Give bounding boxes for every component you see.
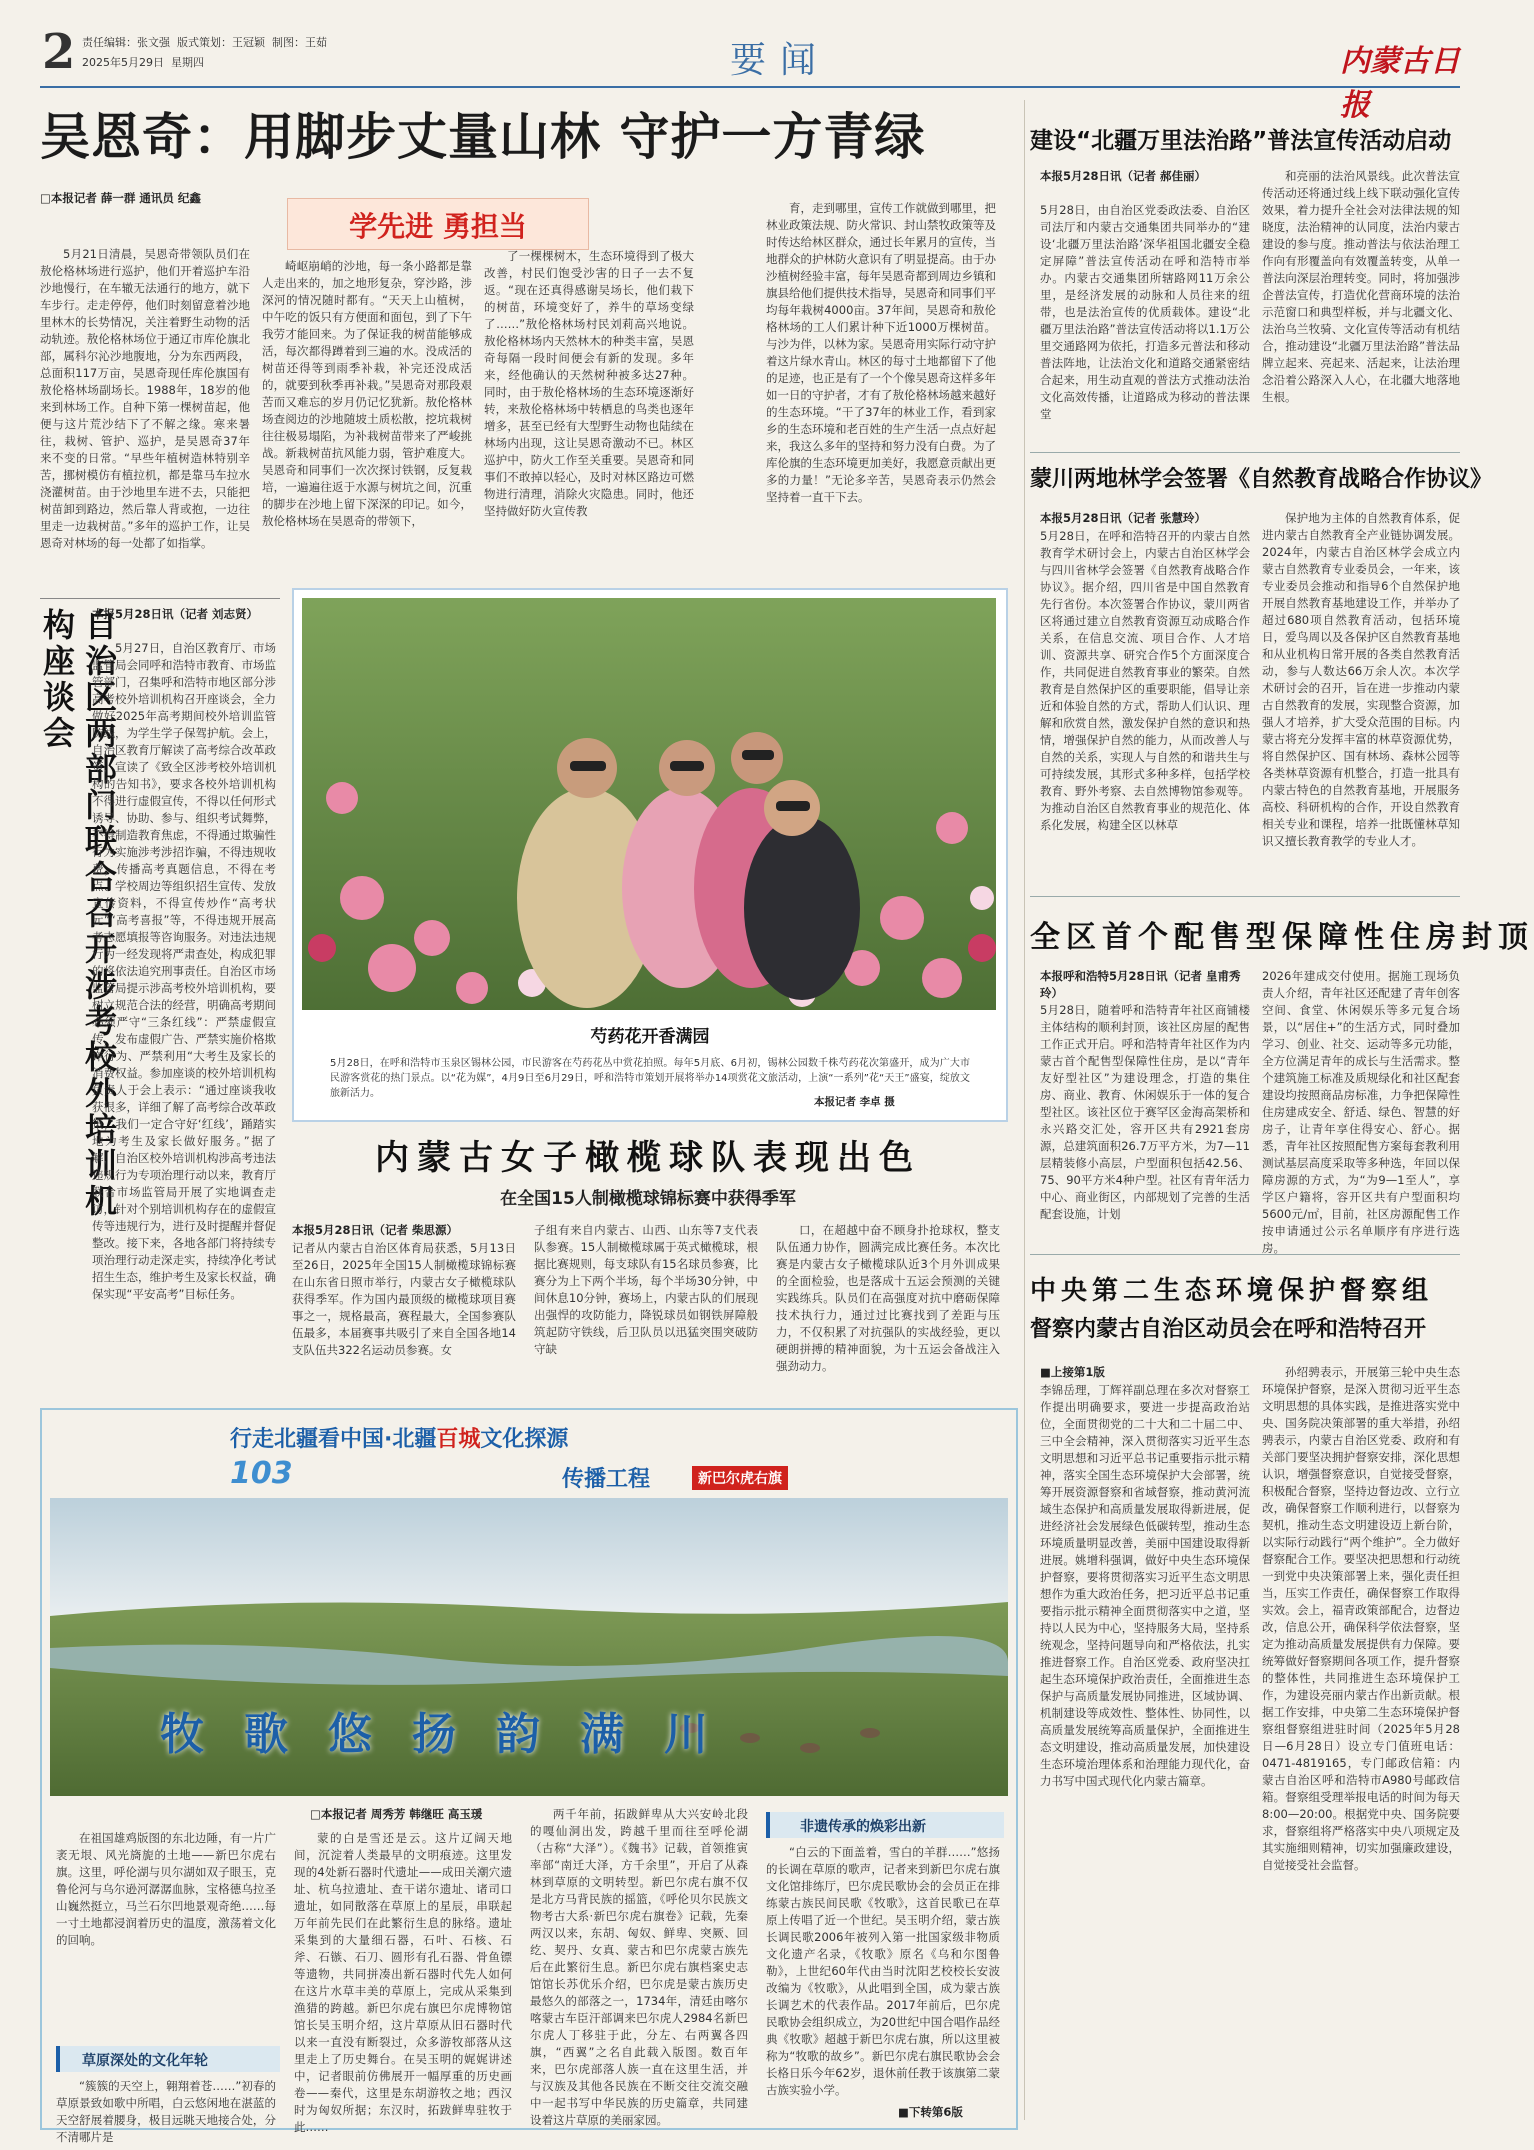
peony-photo bbox=[302, 598, 996, 1010]
law-lead-in: 本报5月28日讯（记者 郝佳丽） bbox=[1040, 169, 1207, 183]
rugby-subtitle: 在全国15人制橄榄球锦标赛中获得季军 bbox=[500, 1189, 796, 1209]
photo-caption: 5月28日，在呼和浩特市玉泉区锡林公园，市民游客在芍药花丛中赏花拍照。每年5月底、6月初，锡林公园数千株芍药花次第盛开，成为广大市民游客赏花的热门景点。以“花为媒”，4月9日至6月29日，呼和浩特市策划开展将举办14项赏花文旅活动，上演“一系列”花“天王”盛宴，绽放文旅新活力。 bbox=[330, 1058, 970, 1099]
grassland-photo bbox=[50, 1498, 1008, 1796]
banner-line-1 bbox=[230, 1422, 568, 1453]
banner-title: 牧歌悠扬韵满川 bbox=[160, 1709, 748, 1760]
banner-prefix: 行走北疆看中国·北疆 bbox=[230, 1427, 437, 1452]
inspect-col2: 孙绍骋表示，开展第三轮中央生态环境保护督察，是深入贯彻习近平生态文明思想的具体实践，是推进落实党中央、国务院决策部署的重大举措，孙绍骋表示，内蒙古自治区党委、政府和有关部门要坚决拥护督察安排，深化思想认识，增强督察意识，自觉接受督察，积极配合督察，坚持边督边改、立行立改，确保督察工作顺利进行，以督察为契机，推动生态文明建设迈上新台阶，以实际行动践行“两个维护”。全力做好督察配合工作。要坚决把思想和行动统一到党中央决策部署上来，强化责任担当，压实工作责任，确保督察工作取得实效。会上，福青政策部配合，边督边改，信息公开，确保科学依法督察，坚定为推动高质量发展提供有力保障。要统筹做好督察期间各项工作，提升督察的整体性，共同推进生态环境保护工作，为建设亮丽内蒙古作出新贡献。根据工作安排，中央第二生态环境保护督察组督察组进驻时间（2025年5月28日—6月28日）设立专门值班电话：0471-4819165，专门邮政信箱：内蒙古自治区呼和浩特市A980号邮政信箱。督察组受理举报电话的时间为每天8:00—20:00。根据党中央、国务院要求，督察组将严格落实中央八项规定及其实施细则精神，切实加强廉政建设，自觉接受社会监督。 bbox=[1262, 1365, 1460, 1872]
banner-suffix: 文化探源 bbox=[480, 1427, 569, 1452]
rugby-lead-in: 本报5月28日讯（记者 柴思源） bbox=[292, 1223, 459, 1237]
lead-title: 吴恩奇：用脚步丈量山林 守护一方青绿 bbox=[40, 108, 926, 166]
housing-col1: 5月28日，随着呼和浩特青年社区商铺楼主体结构的顺利封顶，该社区房屋的配售工作正式开启。呼和浩特青年社区作为内蒙古首个配售型保障性住房，是以“青年友好型社区”为建设理念，打造的集住房、商业、教育、休闲娱乐于一体的复合型社区。该社区位于赛罕区金海高架桥和永兴路交汇处，容开区共有2921套房源，总建筑面积26.7万平方米，为7—11层精装修小高层，户型面积包括42.56、75、90平方米4种户型。社区有青年活力中心、商业街区，内部规划了完善的生活配套设施，计划 bbox=[1040, 1003, 1250, 1221]
training-lead-in: 本报5月28日讯（记者 刘志贤） bbox=[92, 607, 259, 621]
kicker-badge bbox=[287, 198, 589, 250]
lead-col3: 了一棵棵树木，生态环境得到了极大改善，村民们饱受沙害的日子一去不复返。“现在还真得感谢吴场长，他们栽下的树苗，环境变好了，养牛的草场变绿了……”敖伦格林场村民刘莉高兴地说。敖伦格林场内天然林木的种类丰富，吴恩奇每隔一段时间便会有新的发现。多年来，经他确认的天然树种被多达27种。同时，由于敖伦格林场的生态环境逐渐好转，来敖伦格林场中转栖息的鸟类也逐年增多，甚至已经有大型野生动物也陆续在林场内出现，这让吴恩奇激动不已。林区巡护中，防火工作至关重要。吴恩奇和同事们不敢掉以轻心，及时对林区路边可燃物进行清理，消除火灾隐患。同时，他还坚持做好防火宣传教 bbox=[484, 249, 694, 518]
banner-number: 103 bbox=[230, 1456, 293, 1491]
culture-col4: “白云的下面盖着，雪白的羊群……”悠扬的长调在草原的歌声，记者来到新巴尔虎右旗文化馆排练厅，巴尔虎民歌协会的会员正在排练蒙古族民间民歌《牧歌》，这首民歌已在草原上传唱了近一个世纪。吴玉明介绍，蒙古族长调民歌2006年被列入第一批国家级非物质文化遗产名录，《牧歌》原名《乌和尔图鲁勒》，上世纪60年代由当时沈阳艺校校长安波改编为《牧歌》，从此唱到全国，成为蒙古族长调艺术的代表作品。2017年前后，巴尔虎民歌协会组织成立，为20世纪中国合唱作品经典《牧歌》超越于新巴尔虎右旗，所以这里被称为“牧歌的故乡”。新巴尔虎右旗民歌协会会长格日乐今年62岁，退休前任教于该旗第二蒙古族实验小学。 bbox=[766, 1845, 1000, 2097]
kicker-text: 学先进 勇担当 bbox=[349, 210, 527, 243]
continue-mark: ■下转第6版 bbox=[898, 2105, 963, 2119]
masthead bbox=[40, 24, 1460, 123]
lead-col2: 崎岖崩峭的沙地，每一条小路都是靠人走出来的，加之地形复杂，穿沙路，涉深河的情况随时都有。“天天上山植树，中午吃的饭只有方便面和面包，到了下午我劳才能回来。为了保证我的树苗能够成活，每次都得蹲着到三遍的水。没成活的树苗还得等到雨季补栽，补完还没成活的，就要到秋季再补栽。”吴恩奇对那段艰苦而又难忘的岁月仍记忆犹新。敖伦格林场查阅边的沙地随坡土质松散，挖坑栽树往往极易塌陷，为补栽树苗带来了严峻挑战。新栽树苗抗风能力弱，管护难度大。吴恩奇和同事们一次次探讨铁钢，反复栽培，一遍遍往返于水源与树坑之间，沉重的脚步在沙地上留下深深的印记。如今，敖伦格林场在吴恩奇的带领下， bbox=[262, 259, 472, 528]
edu-col2: 保护地为主体的自然教育体系，促进内蒙古自然教育全产业链协调发展。2024年，内蒙古自治区林学会成立内蒙古自然教育专业委员会，一年来，该专业委员会推动和指导6个自然保护地开展自然教育基地建设工作，并举办了超过680项自然教育活动，包括环境日，爱鸟周以及各保护区自然教育基地和从业机构日常开展的各类自然教育活动，参与人数达66万余人次。本次学术研讨会的召开，旨在进一步推动内蒙古自然教育的发展，实现整合资源，加强人才培养，扩大受众范围的目标。内蒙古将充分发挥丰富的林草资源优势，将自然保护区、国有林场、森林公园等各类林草资源有机整合，打造一批具有内蒙古特色的自然教育基地，开展服务高校、科研机构的合作，开设自然教育相关专业和课程，培养一批既懂林草知识又擅长教育教学的专业人才。 bbox=[1262, 511, 1460, 848]
date-text: 2025年5月29日 bbox=[82, 56, 164, 69]
culture-subhead-2 bbox=[766, 1812, 1004, 1838]
inspect-col1: 李锦岳理，丁辉祥副总理在多次对督察工作提出明确要求，要进一步提高政治站位，全面贯彻党的二十大和二十届二中、三中全会精神，深入贯彻落实习近平生态文明思想和习近平总书记重要指示批示精神，落实全国生态环境保护大会部署，统筹开展资源督察和省域督察，推动黄河流域生态保护和高质量发展取得新进展，促进经济社会发展绿色低碳转型，推动生态环境质量明显改善，美丽中国建设取得新进展。姚增科强调，做好中央生态环境保护督察，要将贯彻落实习近平生态文明思想作为重大政治任务，把习近平总书记重要指示批示精神全面贯彻落实中之道，坚持以人民为中心，坚持服务大局，坚持系统观念，坚持问题导向和严格依法，扎实推进督察工作。自治区党委、政府坚决扛起生态环境保护政治责任，全面推进生态保护与高质量发展协同推进，区域协调、机制建设等成效性、整体性、协同性，以高质量发展统筹高质量保护，全面推进生态文明建设，推动高质量发展，加快建设生态环境治理体系和治理能力现代化，奋力书写中国式现代化内蒙古篇章。 bbox=[1040, 1383, 1250, 1788]
lead-col4: 育，走到哪里，宣传工作就做到哪里，把林业政策法规、防火常识、封山禁牧政策等及时传达给林区群众，通过长年累月的宣传，当地群众的护林防火意识有了明显提高。由于办沙植树经验丰富，每年吴恩奇都到周边乡镇和旗县给他们提供技术指导，吴恩奇和同事们平均每年栽树4000亩。37年间，吴恩奇和敖伦格林场的工人们累计种下近1000万棵树苗。与沙为伴，以林为家。吴恩奇用实际行动守护着这片绿水青山。林区的每寸土地都留下了他的足迹，也正是有了一个个像吴恩奇这样多年如一日的守护者，才有了敖伦格林场越来越好的生态环境。“干了37年的林业工作，看到家乡的生态环境和老百姓的生产生活一点点好起来，我这么多年的坚持和努力没有白费。为了库伦旗的生态环境更加美好，我愿意贡献出更多的力量！”无论多辛苦，吴恩奇表示仍然会坚持着一直干下去。 bbox=[766, 201, 996, 504]
training-rule bbox=[40, 598, 280, 599]
culture-byline: □本报记者 周秀芳 韩继旺 高玉瑗 bbox=[310, 1807, 483, 1821]
weekday-text: 星期四 bbox=[171, 56, 204, 69]
editor-credit: 制图：王茹 bbox=[272, 36, 327, 49]
housing-lead-in: 本报呼和浩特5月28日讯（记者 皇甫秀玲） bbox=[1040, 969, 1241, 1000]
culture-banner bbox=[222, 1418, 842, 1496]
issue-date bbox=[82, 54, 204, 70]
editor-credit: 版式策划：王冠颖 bbox=[177, 36, 265, 49]
edu-lead-in: 本报5月28日讯（记者 张慧玲） bbox=[1040, 511, 1207, 525]
training-vertical-title: 自治区两部门联合召开涉考校外培训机构座谈会 bbox=[38, 608, 118, 1220]
edu-rule bbox=[1030, 452, 1460, 453]
rugby-col3: 口，在超越中奋不顾身扑抢球权，整支队伍通力协作，圆满完成比赛任务。本次比赛是内蒙古女子橄榄球队近3个月外训成果的全面检验，也是落成十五运会预测的关键实践练兵。队员们在高强度对抗中磨砺保障技术执行力，通过过比赛找到了差距与压力，不仅积累了对抗强队的实战经验，更以硬朗拼搏的精神面貌，为十五运会备战注入强劲动力。 bbox=[776, 1223, 1000, 1373]
inspect-title-2: 督察内蒙古自治区动员会在呼和浩特召开 bbox=[1030, 1317, 1427, 1342]
banner-sub: 传播工程 bbox=[562, 1467, 651, 1492]
law-title: 建设“北疆万里法治路”普法宣传活动启动 bbox=[1030, 128, 1452, 154]
culture-col1-tail: “簇簇的天空上，翱翔着苍……”初春的草原景致如歌中所唱，白云悠闲地在湛蓝的天空舒展着腰身，极目远眺天地接合处，分不清哪片是 bbox=[56, 2079, 276, 2144]
law-col2: 和亮丽的法治风景线。此次普法宣传活动还将通过线上线下联动强化宣传效果，着力提升全社会对法律法规的知晓度，法治精神的认同度，法治内蒙古建设的参与度。推动普法与依法治理工作向有形覆盖向有效覆盖转变，从单一普法向深层治理转变。同时，将加强涉企普法宣传，打造优化营商环境的法治示范窗口和典型样板，并与北疆文化、法治乌兰牧骑、文化宣传等活动有机结合，推动建设“北疆万里法治路”普法品牌立起来、亮起来、活起来，让法治理念沿着公路深入人心，在北疆大地落地生根。 bbox=[1262, 169, 1460, 404]
rugby-col1: 记者从内蒙古自治区体育局获悉，5月13日至26日，2025年全国15人制橄榄球锦标赛在山东省日照市举行，内蒙古女子橄榄球队获得季军。作为国内最顶级的橄榄球项目赛事之一，规格最高，赛程最大，全国参赛队伍最多，本届赛事共吸引了来自全国各地14支队伍共322名运动员参赛。女 bbox=[292, 1241, 516, 1357]
banner-highlight: 百城 bbox=[436, 1427, 481, 1452]
right-column-rule bbox=[1024, 100, 1025, 2120]
housing-title: 全区首个配售型保障性住房封顶 bbox=[1030, 920, 1534, 955]
editor-credits bbox=[82, 34, 327, 50]
lead-byline: □本报记者 薛一群 通讯员 纪鑫 bbox=[40, 191, 201, 205]
rugby-title: 内蒙古女子橄榄球队表现出色 bbox=[375, 1138, 921, 1178]
section-title: 要闻 bbox=[730, 40, 831, 81]
lead-col1: 5月21日清晨，吴恩奇带领队员们在敖伦格林场进行巡护，他们开着巡护车沿沙地慢行，在车辙无法通行的地方，就下车步行。走走停停，他们时刻留意着沙地里林木的长势情况，关注着野生动物的活动轨迹。敖伦格林场位于通辽市库伦旗北部，属科尔沁沙地腹地，分为东西两段，总面积117万亩，吴恩奇现任库伦旗国有敖伦格林场副场长。1988年，18岁的他来到林场工作。自种下第一棵树苗起，他便与这片荒沙结下了不解之缘。寒来暑往，栽树、管护、巡护，是吴恩奇37年来不变的日常。“早些年植树造林特别辛苦，挪树模仿有植拉机，都是靠马车拉水浇灌树苗。由于沙地里车进不去，只能把树苗卸到路边，然后靠人背或抱，一边往里走一边栽树苗。”多年的巡护工作，让吴恩奇对林场的每一处都了如指掌。 bbox=[40, 247, 250, 550]
page-number: 2 bbox=[42, 24, 76, 80]
inspect-lead-in: ■上接第1版 bbox=[1040, 1365, 1105, 1379]
photo-credit: 本报记者 李卓 摄 bbox=[814, 1096, 895, 1108]
inspect-rule bbox=[1030, 1254, 1460, 1255]
housing-col2: 2026年建成交付使用。据施工现场负责人介绍，青年社区还配建了青年创客空间、食堂、休闲娱乐等多元复合场景，以“居住+”的生活方式，同时叠加学习、创业、社交、运动等多元功能，全方位满足青年的成长与生活需求。整个建筑施工标准及质规绿化和社区配套建设均按照商品房标准，力争把保障性住房建成安全、舒适、绿色、智慧的好房子，让青年享住得安心、舒心。据悉，青年社区按照配售方案每套教利用测试基层高度采取等多种选，年回以保障房源的方式，为“为9—1至人”，享学区户籍将，容开区共有户型面积均5600元/㎡，目前，社区房源配售工作按申请通过公示名单顺序有序进行选房。 bbox=[1262, 969, 1460, 1255]
banner-place: 新巴尔虎右旗 bbox=[692, 1466, 788, 1490]
peony-photo-art bbox=[302, 598, 996, 1010]
law-col1: 5月28日，由自治区党委政法委、自治区司法厅和内蒙古交通集团共同举办的“建设‘北疆万里法治路’深华祖国北疆安全稳定屏障”普法宣传活动在呼和浩特市举办。内蒙古交通集团所辖路网11万余公里，是经济发展的动脉和人员往来的纽带，也是法治宣传的优质载体。建设“北疆万里法治路”普法宣传活动将以1.1万公里交通路网为依托，打造多元普法和移动普法阵地，让法治文化和道路交通紧密结合起来，用生动直观的普法方式推动法治文化高效传播，让道路成为移动的普法课堂 bbox=[1040, 203, 1250, 421]
photo-frame bbox=[292, 588, 1008, 1122]
rugby-col2: 子组有来自内蒙古、山西、山东等7支代表队参赛。15人制橄榄球属于英式橄榄球，根据比赛规则，每支球队有15名球员参赛，比赛分为上下两个半场，每个半场30分钟，中间休息10分钟，赛场上，内蒙古队的们展现出强悍的攻防能力，降锐球员如钢铁屏障般筑起防守铁线，后卫队员以迅猛突围突破防守缺 bbox=[534, 1223, 758, 1356]
culture-subhead-1 bbox=[56, 2046, 280, 2072]
culture-col2: 蒙的白是雪还是云。这片辽阔天地间，沉淀着人类最早的文明痕迹。这里发现的4处新石器时代遗址——成田关潮穴遗址、杭乌拉遗址、查干诺尔遗址、诸司口遗址，如同散落在草原上的星辰，串联起万年前先民们在此繁衍生息的脉络。遗址采集到的大量细石器，石叶、石核、石斧、石镞、石刀、圆形有孔石器、骨鱼镖等遗物，共同拼凑出新石器时代先人如何在这片水草丰美的草原上，完成从采集到渔猎的跨越。新巴尔虎右旗巴尔虎博物馆馆长吴玉明介绍，这片草原从旧石器时代以来一直没有断裂过，众多游牧部落从这里走上了历史舞台。在吴玉明的娓娓讲述中，记者眼前仿佛展开一幅厚重的历史画卷——秦代，这里是东胡游牧之地；西汉时为匈奴所据；东汉时，拓跋鲜卑驻牧于此…… bbox=[294, 1831, 512, 2134]
training-body: 5月27日，自治区教育厅、市场监管局会同呼和浩特市教育、市场监管部门，召集呼和浩特市地区部分涉高考校外培训机构召开座谈会，全力做好2025年高考期间校外培训监管防线，为学生学子保驾护航。会上，自治区教育厅解读了高考综合改革政策，宣读了《致全区涉考校外培训机构的告知书》，要求各校外培训机构不得进行虚假宣传，不得以任何形式诱导、协助、参与、组织考试舞弊，不得制造教育焦虑，不得通过欺骗性行为实施涉考涉招诈骗，不得违规收费，传播高考真题信息，不得在考点、学校周边等组织招生宣传、发放宣传资料，不得宣传炒作“高考状元”“高考喜报”等，不得违规开展高考志愿填报等咨询服务。对违法违规行为一经发现将严肃查处，构成犯罪的将依法追究刑事责任。自治区市场监管局提示涉高考校外培训机构，要树立规范合法的经营，明确高考期间必须严守“三条红线”：严禁虚假宣传，发布虚假广告、严禁实施价格欺诈行为、严禁利用“大考生及家长的消费权益。参加座谈的校外培训机构负责人于会上表示：“通过座谈我收获很多，详细了解了高考综合改革政策，我们一定合守好‘红线’，踊踏实地为考生及家长做好服务。”据了解，自治区校外培训机构涉高考违法违规行为专项治理行动以来，教育厅联合市场监管局开展了实地调查走访，针对个别培训机构存在的虚假宣传等违规行为，进行及时提醒并督促整改。接下来，各地各部门将持续专项治理行动走深走实，持续净化考试招生生态，维护考生及家长权益，确保实现“平安高考”目标任务。 bbox=[92, 641, 276, 1301]
photo-caption-title: 芍药花开香满园 bbox=[590, 1027, 710, 1047]
housing-rule bbox=[1030, 896, 1460, 897]
edu-title: 蒙川两地林学会签署《自然教育战略合作协议》 bbox=[1030, 467, 1493, 492]
inspect-title-1: 中央第二生态环境保护督察组 bbox=[1030, 1276, 1434, 1306]
paper-logo: 内蒙古日报 bbox=[1340, 44, 1460, 123]
culture-col1: 在祖国雄鸡版图的东北边陲，有一片广袤无垠、风光旖旎的土地——新巴尔虎右旗。这里，呼伦湖与贝尔湖如双子眼玉，克鲁伦河与乌尔逊河潺潺血脉，宝格德乌拉圣山巍然挺立，马兰石尔凹地景观奇绝……每一寸土地都浸润着历史的温度，激荡着文化的回响。 bbox=[56, 1831, 276, 1947]
culture-subhead-1-text: 草原深处的文化年轮 bbox=[82, 2053, 208, 2069]
culture-col3: 两千年前，拓跋鲜卑从大兴安岭北段的嘎仙洞出发，跨越千里而往至呼伦湖（古称“大泽”）。《魏书》记载，首领推寅率部“南迁大泽，方千余里”，开启了从森林到草原的文明转型。新巴尔虎右旗不仅是北方马背民族的摇篮，《呼伦贝尔民族文物考古大系·新巴尔虎右旗卷》记载，先秦两汉以来，东胡、匈奴、鲜卑、突厥、回纥、契丹、女真、蒙古和巴尔虎蒙古族先后在此繁衍生息。新巴尔虎右旗档案史志馆馆长苏优乐介绍，巴尔虎是蒙古族历史最悠久的部落之一，1734年，清廷由喀尔喀蒙古车臣汗部调来巴尔虎人2984名新巴尔虎人丁移驻于此，分左、右两翼各四旗，“西翼”之名自此载入版图。数百年来，巴尔虎部落人族一直在这里生活，并与汉族及其他各民族在不断交往交流交融中一起书写中华民族的历史篇章，共同建设着这片草原的美丽家园。 bbox=[530, 1807, 748, 2127]
culture-subhead-2-text: 非遗传承的焕彩出新 bbox=[800, 1819, 926, 1835]
editor-credit: 责任编辑：张文强 bbox=[82, 36, 170, 49]
culture-box bbox=[40, 1408, 1018, 2144]
edu-col1: 5月28日，在呼和浩特召开的内蒙古自然教育学术研讨会上，内蒙古自治区林学会与四川省林学会签署《自然教育战略合作协议》。据介绍，四川省是中国自然教育先行省份。本次签署合作协议，蒙川两省区将通过建立自然教育资源互动成略合作关系，在信息交流、项目合作、人才培训、资源共享、研究合作5个方面深度合作，共同促进自然教育事业的繁荣。自然教育是自然保护区的重要职能，倡导让亲近和体验自然的方式，帮助人们认识、理解和欣赏自然，激发保护自然的意识和热情，增强保护自然的能力，从而改善人与自然的关系，实现人与自然的和谐共生与可持续发展，其形式多种多样，包括学校教育、野外考察、去自然博物馆参观等。为推动自治区自然教育事业的规范化、体系化发展，构建全区以林草 bbox=[1040, 529, 1250, 832]
